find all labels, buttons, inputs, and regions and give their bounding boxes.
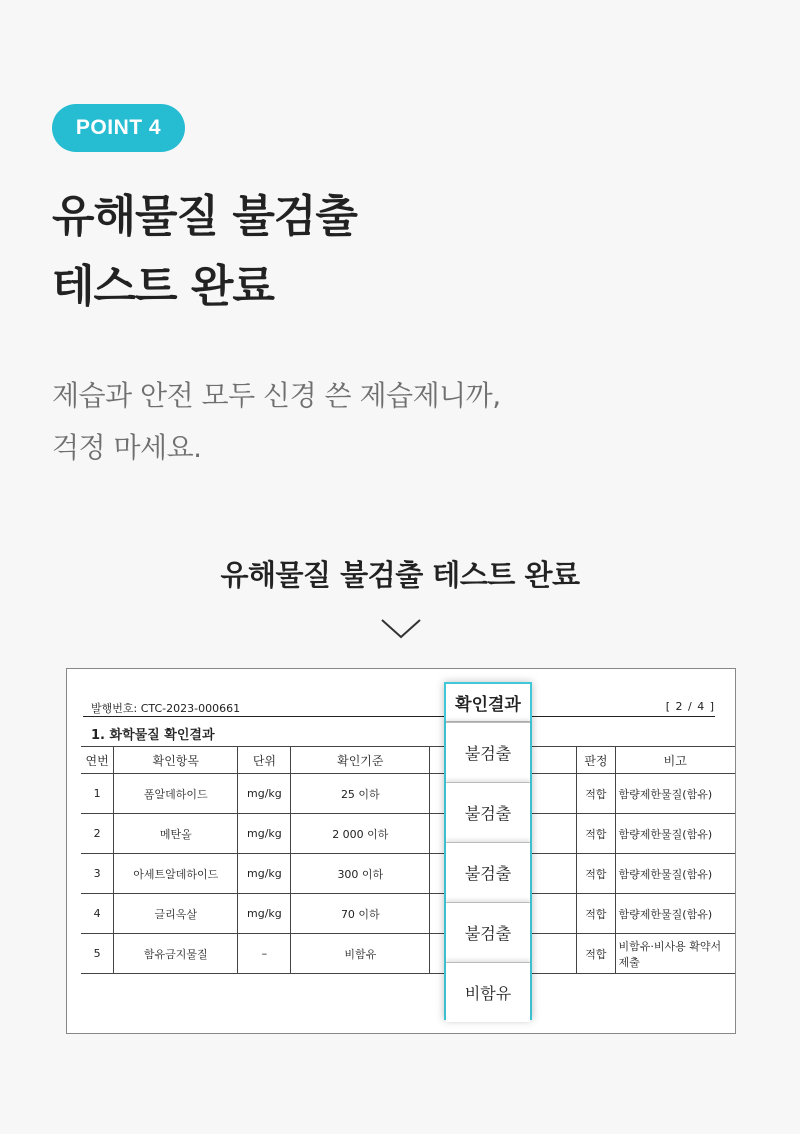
row-note: 함량제한물질(함유) — [615, 774, 735, 814]
chevron-down-icon — [380, 618, 422, 640]
result-cell-2: 불검출 — [446, 782, 530, 842]
result-cell-5: 비함유 — [446, 962, 530, 1022]
row-no: 5 — [81, 934, 114, 974]
row-standard: 25 이하 — [291, 774, 430, 814]
subtext-line-1: 제습과 안전 모두 신경 쓴 제습제니까, — [52, 379, 501, 412]
results-table — [81, 746, 735, 974]
row-no: 2 — [81, 814, 114, 854]
header-note: 비고 — [615, 747, 735, 774]
section-heading: 1. 화학물질 확인결과 — [91, 728, 215, 743]
row-item: 함유금지물질 — [114, 934, 238, 974]
row-unit: mg/kg — [238, 894, 291, 934]
row-standard: 300 이하 — [291, 854, 430, 894]
result-column-highlight — [444, 682, 532, 1020]
subtext-line-2: 걱정 마세요. — [52, 431, 202, 464]
row-no: 4 — [81, 894, 114, 934]
row-no: 3 — [81, 854, 114, 894]
row-standard: 70 이하 — [291, 894, 430, 934]
row-no: 1 — [81, 774, 114, 814]
headline — [52, 182, 357, 322]
table-row — [81, 894, 735, 934]
row-unit: – — [238, 934, 291, 974]
section-title: 유해물질 불검출 테스트 완료 — [220, 558, 580, 592]
row-unit: mg/kg — [238, 774, 291, 814]
table-row — [81, 934, 735, 974]
row-unit: mg/kg — [238, 814, 291, 854]
row-judgement: 적합 — [577, 774, 615, 814]
row-item: 폼알데하이드 — [114, 774, 238, 814]
header-judgement: 판정 — [577, 747, 615, 774]
header-standard: 확인기준 — [291, 747, 430, 774]
row-item: 메탄올 — [114, 814, 238, 854]
row-note: 함량제한물질(함유) — [615, 894, 735, 934]
header-unit: 단위 — [238, 747, 291, 774]
result-cell-1: 불검출 — [446, 722, 530, 782]
row-standard: 비함유 — [291, 934, 430, 974]
row-unit: mg/kg — [238, 854, 291, 894]
header-no: 연번 — [81, 747, 114, 774]
row-judgement: 적합 — [577, 894, 615, 934]
table-header-row — [81, 747, 735, 774]
table-row — [81, 774, 735, 814]
table-row — [81, 854, 735, 894]
table-row — [81, 814, 735, 854]
point-badge: POINT 4 — [52, 104, 185, 152]
header-rule — [83, 716, 715, 717]
result-header: 확인결과 — [446, 684, 530, 722]
headline-line-2: 테스트 완료 — [52, 261, 274, 312]
result-cell-3: 불검출 — [446, 842, 530, 902]
row-item: 아세트알데하이드 — [114, 854, 238, 894]
row-standard: 2 000 이하 — [291, 814, 430, 854]
row-note: 함량제한물질(함유) — [615, 814, 735, 854]
headline-line-1: 유해물질 불검출 — [52, 191, 357, 242]
row-judgement: 적합 — [577, 854, 615, 894]
issue-number: 발행번호: CTC-2023-000661 — [91, 702, 241, 715]
result-cell-4: 불검출 — [446, 902, 530, 962]
row-judgement: 적합 — [577, 814, 615, 854]
test-report-document — [66, 668, 736, 1034]
subtext — [52, 370, 501, 474]
row-note: 비함유·비사용 확약서 제출 — [615, 934, 735, 974]
row-note: 함량제한물질(함유) — [615, 854, 735, 894]
header-item: 확인항목 — [114, 747, 238, 774]
page-indicator: [ 2 / 4 ] — [665, 700, 715, 713]
row-judgement: 적합 — [577, 934, 615, 974]
row-item: 글리옥살 — [114, 894, 238, 934]
